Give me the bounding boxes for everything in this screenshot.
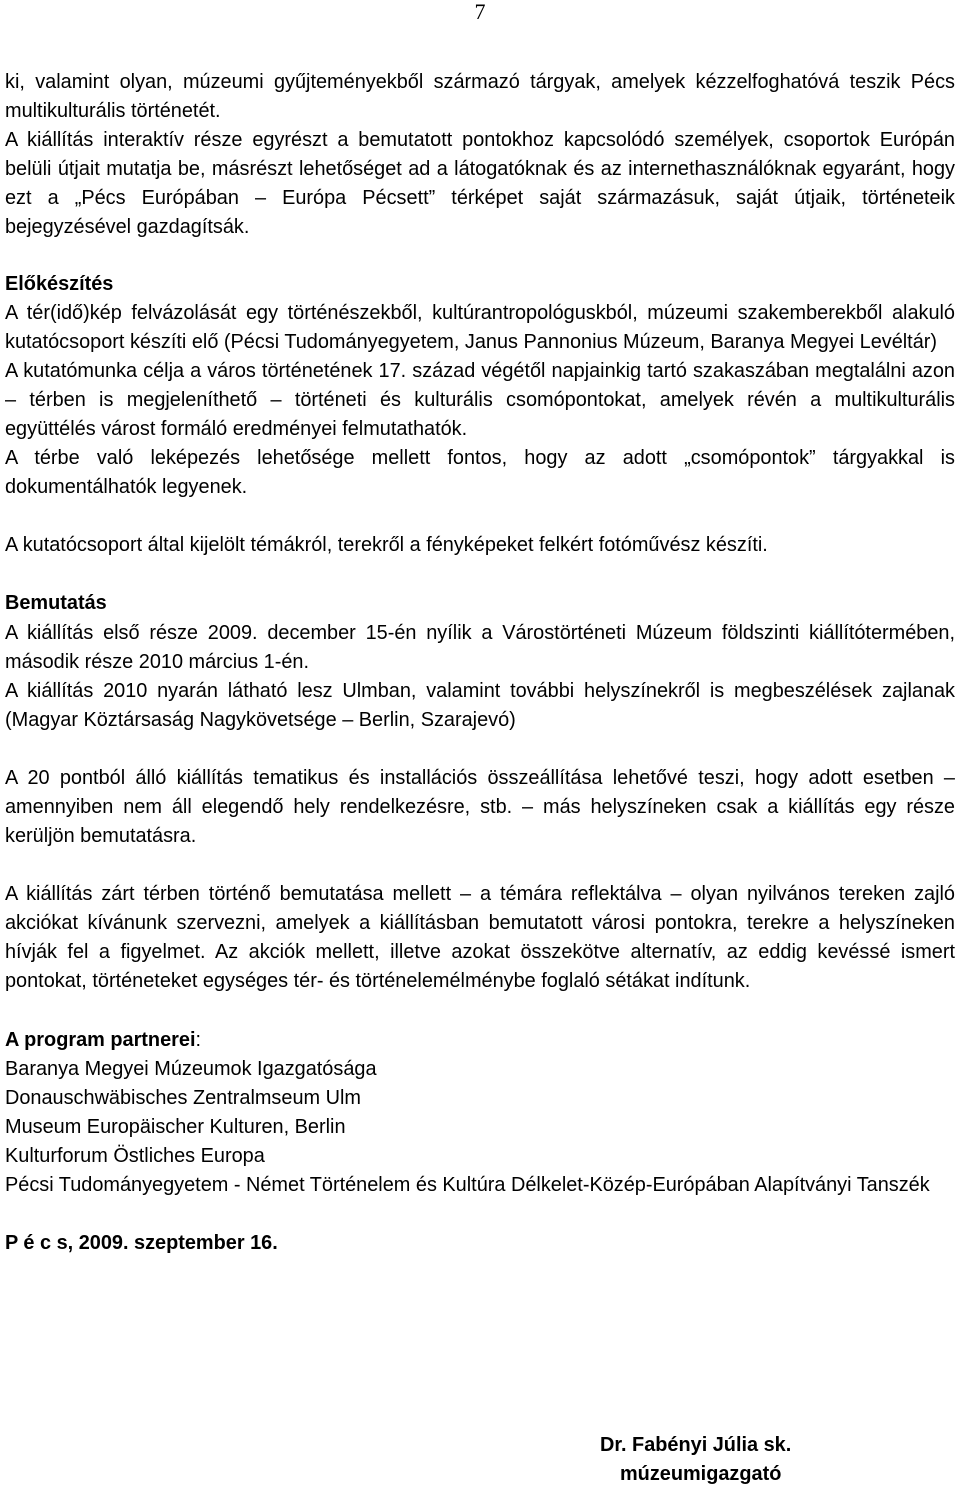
elokeszites-paragraph-3: A térbe való leképezés lehetősége mellett fontos, hogy az adott „csomópontok” tárgyakkal is dokumentálhatók legyenek. — [5, 447, 955, 499]
bemutatas-paragraph-3: A 20 pontból álló kiállítás tematikus és installációs összeállítása lehetővé teszi, hogy adott esetben – amennyiben nem áll elegendő hely rendelkezésre, stb. – más helyszíneken csak a kiállítás egy része kerüljön bemutatásra. — [5, 766, 955, 848]
section-heading-bemutatas: Bemutatás — [5, 592, 107, 615]
partners-heading: A program partnerei — [5, 1028, 196, 1051]
partner-item: Pécsi Tudományegyetem - Német Történelem és Kultúra Délkelet-Közép-Európában Alapítványi Tanszék — [5, 1174, 930, 1196]
elokeszites-paragraph-2: A kutatómunka célja a város történetének 17. század végétől napjainkig tartó szakaszában megtalálni azon – térben is megjeleníthető – történeti és kulturális csomópontokat, amelyek révén a multikulturális együttélés várost formáló eredményei felmutathatók. — [5, 359, 955, 441]
date-line: P é c s, 2009. szeptember 16. — [5, 1232, 278, 1255]
bemutatas-paragraph-1: A kiállítás első része 2009. december 15-én nyílik a Várostörténeti Múzeum földszinti kiállítótermében, második része 2010 március 1-én. — [5, 621, 955, 673]
page-number: 7 — [474, 0, 486, 24]
intro-paragraph-1: ki, valamint olyan, múzeumi gyűjteményekből származó tárgyak, amelyek kézzelfoghatóvá teszik Pécs multikulturális történetét. — [5, 71, 955, 123]
signature-title: múzeumigazgató — [620, 1463, 782, 1485]
signature-name: Dr. Fabényi Júlia sk. — [600, 1434, 792, 1456]
elokeszites-paragraph-4: A kutatócsoport által kijelölt témákról, terekről a fényképeket felkért fotóművész készíti. — [5, 534, 768, 557]
partner-item: Baranya Megyei Múzeumok Igazgatósága — [5, 1057, 377, 1080]
elokeszites-paragraph-1: A tér(idő)kép felvázolását egy történészekből, kultúrantropológuskból, múzeumi szakemberekből alakuló kutatócsoport készíti elő (Pécsi Tudományegyetem, Janus Pannonius Múzeum, Baranya Megyei Levéltár) — [5, 301, 955, 353]
partner-item: Museum Europäischer Kulturen, Berlin — [5, 1115, 346, 1138]
bemutatas-paragraph-2: A kiállítás 2010 nyarán látható lesz Ulmban, valamint további helyszínekről is megbeszélések zajlanak (Magyar Köztársaság Nagykövetsége – Berlin, Szarajevó) — [5, 679, 955, 731]
partner-item: Kulturforum Östliches Europa — [5, 1144, 265, 1167]
partner-item: Donauschwäbisches Zentralmseum Ulm — [5, 1086, 361, 1109]
intro-paragraph-2: A kiállítás interaktív része egyrészt a bemutatott pontokhoz kapcsolódó személyek, csoportok Európán belüli útjait mutatja be, másrészt lehetőséget ad a látogatóknak és az internethasználóknak egyaránt, hogy ezt a „Pécs Európában – Európa Pécsett” térképet saját származásuk, saját útjaik, történeteik bejegyzésével gazdagítsák. — [5, 129, 955, 239]
section-heading-elokeszites: Előkészítés — [5, 272, 114, 295]
partners-heading-line — [5, 1026, 955, 1055]
bemutatas-paragraph-4: A kiállítás zárt térben történő bemutatása mellett – a témára reflektálva – olyan nyilvános tereken zajló akciókat kívánunk szervezni, amelyek a kiállításban bemutatott városi pontokra, terekre a helyszíneken hívják fel a figyelmet. Az akciók mellett, illetve azokat összekötve alternatív, az eddig kevéssé ismert pontokat, történeteket egységes tér- és történelemélménybe foglaló sétákat indítunk. — [5, 883, 955, 993]
partners-heading-colon: : — [195, 1028, 202, 1051]
signature-block — [600, 1431, 791, 1489]
document-body — [5, 68, 955, 1258]
